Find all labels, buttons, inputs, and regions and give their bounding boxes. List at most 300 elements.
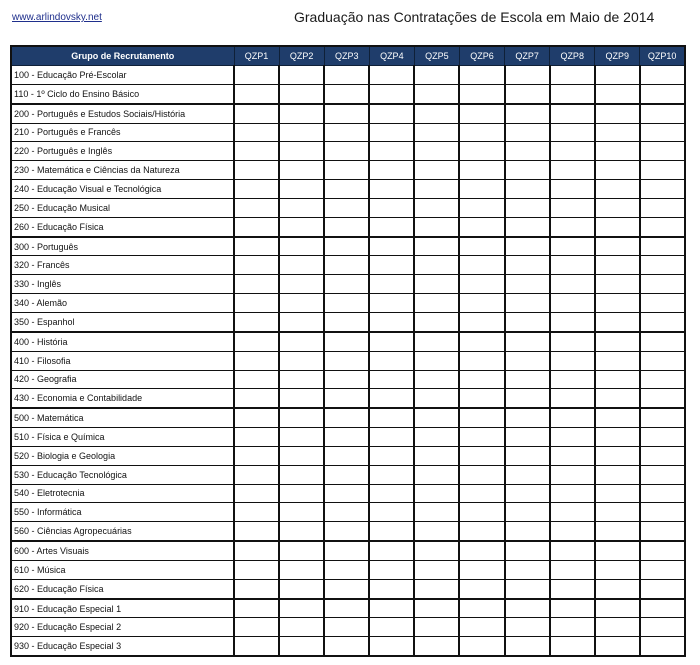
- table-row: [11, 503, 685, 522]
- value-cell: [414, 66, 459, 85]
- value-cell: [369, 428, 414, 447]
- value-cell: [324, 294, 369, 313]
- group-label: 530 - Educação Tecnológica: [11, 465, 234, 484]
- table-row: [11, 237, 685, 256]
- value-cell: [505, 579, 550, 598]
- value-cell: [505, 84, 550, 103]
- value-cell: [369, 142, 414, 161]
- group-label: 340 - Alemão: [11, 294, 234, 313]
- value-cell: [324, 465, 369, 484]
- value-cell: [414, 312, 459, 331]
- group-label: 260 - Educação Física: [11, 217, 234, 236]
- value-cell: [459, 217, 504, 236]
- value-cell: [505, 66, 550, 85]
- table-row: [11, 541, 685, 560]
- value-cell: [324, 84, 369, 103]
- value-cell: [459, 123, 504, 142]
- value-cell: [324, 579, 369, 598]
- value-cell: [234, 484, 279, 503]
- group-label: 930 - Educação Especial 3: [11, 637, 234, 656]
- value-cell: [550, 66, 595, 85]
- value-cell: [595, 637, 640, 656]
- group-label: 400 - História: [11, 332, 234, 351]
- value-cell: [640, 104, 685, 123]
- value-cell: [595, 237, 640, 256]
- group-label: 100 - Educação Pré-Escolar: [11, 66, 234, 85]
- value-cell: [595, 351, 640, 370]
- value-cell: [414, 618, 459, 637]
- value-cell: [234, 560, 279, 579]
- value-cell: [550, 237, 595, 256]
- value-cell: [234, 522, 279, 541]
- value-cell: [459, 446, 504, 465]
- value-cell: [459, 465, 504, 484]
- table-row: [11, 351, 685, 370]
- value-cell: [459, 351, 504, 370]
- value-cell: [640, 408, 685, 427]
- value-cell: [505, 275, 550, 294]
- value-cell: [459, 66, 504, 85]
- value-cell: [640, 484, 685, 503]
- value-cell: [324, 618, 369, 637]
- value-cell: [640, 142, 685, 161]
- value-cell: [550, 484, 595, 503]
- table-row: [11, 123, 685, 142]
- value-cell: [234, 161, 279, 180]
- value-cell: [505, 484, 550, 503]
- value-cell: [550, 579, 595, 598]
- table-row: [11, 465, 685, 484]
- value-cell: [234, 408, 279, 427]
- value-cell: [234, 142, 279, 161]
- value-cell: [324, 484, 369, 503]
- value-cell: [234, 217, 279, 236]
- value-cell: [414, 256, 459, 275]
- value-cell: [369, 541, 414, 560]
- value-cell: [414, 637, 459, 656]
- value-cell: [595, 312, 640, 331]
- value-cell: [369, 237, 414, 256]
- table-row: [11, 599, 685, 618]
- group-label: 200 - Português e Estudos Sociais/História: [11, 104, 234, 123]
- value-cell: [279, 370, 324, 389]
- value-cell: [279, 446, 324, 465]
- value-cell: [324, 312, 369, 331]
- value-cell: [640, 180, 685, 199]
- value-cell: [595, 332, 640, 351]
- value-cell: [505, 428, 550, 447]
- value-cell: [414, 180, 459, 199]
- group-label: 110 - 1º Ciclo do Ensino Básico: [11, 84, 234, 103]
- value-cell: [414, 408, 459, 427]
- value-cell: [640, 389, 685, 408]
- value-cell: [369, 618, 414, 637]
- value-cell: [369, 408, 414, 427]
- group-label: 350 - Espanhol: [11, 312, 234, 331]
- value-cell: [234, 123, 279, 142]
- value-cell: [550, 332, 595, 351]
- group-label: 620 - Educação Física: [11, 579, 234, 598]
- table-row: [11, 256, 685, 275]
- value-cell: [279, 198, 324, 217]
- value-cell: [459, 84, 504, 103]
- value-cell: [369, 198, 414, 217]
- column-header-qzp6: QZP6: [459, 46, 504, 66]
- value-cell: [505, 351, 550, 370]
- value-cell: [414, 560, 459, 579]
- value-cell: [459, 256, 504, 275]
- value-cell: [550, 503, 595, 522]
- value-cell: [234, 503, 279, 522]
- value-cell: [595, 484, 640, 503]
- value-cell: [640, 351, 685, 370]
- group-label: 510 - Física e Química: [11, 428, 234, 447]
- value-cell: [324, 217, 369, 236]
- value-cell: [234, 294, 279, 313]
- value-cell: [414, 484, 459, 503]
- value-cell: [324, 66, 369, 85]
- page-title: Graduação nas Contratações de Escola em Maio de 2014: [294, 9, 655, 25]
- value-cell: [369, 312, 414, 331]
- value-cell: [505, 522, 550, 541]
- value-cell: [324, 198, 369, 217]
- value-cell: [279, 217, 324, 236]
- table-row: [11, 560, 685, 579]
- value-cell: [279, 560, 324, 579]
- value-cell: [324, 123, 369, 142]
- value-cell: [369, 560, 414, 579]
- value-cell: [414, 217, 459, 236]
- value-cell: [459, 142, 504, 161]
- group-label: 410 - Filosofia: [11, 351, 234, 370]
- column-header-qzp4: QZP4: [369, 46, 414, 66]
- value-cell: [640, 256, 685, 275]
- value-cell: [324, 503, 369, 522]
- value-cell: [369, 180, 414, 199]
- group-label: 910 - Educação Especial 1: [11, 599, 234, 618]
- value-cell: [595, 256, 640, 275]
- value-cell: [369, 465, 414, 484]
- value-cell: [234, 465, 279, 484]
- table-row: [11, 142, 685, 161]
- value-cell: [505, 198, 550, 217]
- value-cell: [279, 237, 324, 256]
- value-cell: [234, 198, 279, 217]
- value-cell: [279, 503, 324, 522]
- value-cell: [279, 389, 324, 408]
- value-cell: [414, 599, 459, 618]
- value-cell: [369, 484, 414, 503]
- value-cell: [505, 446, 550, 465]
- value-cell: [550, 560, 595, 579]
- value-cell: [550, 599, 595, 618]
- value-cell: [505, 599, 550, 618]
- value-cell: [550, 618, 595, 637]
- value-cell: [640, 161, 685, 180]
- value-cell: [234, 428, 279, 447]
- value-cell: [505, 217, 550, 236]
- value-cell: [595, 275, 640, 294]
- table-header-row: [11, 46, 685, 66]
- value-cell: [640, 446, 685, 465]
- value-cell: [459, 275, 504, 294]
- value-cell: [369, 104, 414, 123]
- value-cell: [234, 275, 279, 294]
- value-cell: [505, 142, 550, 161]
- value-cell: [550, 370, 595, 389]
- value-cell: [550, 465, 595, 484]
- value-cell: [279, 312, 324, 331]
- group-label: 600 - Artes Visuais: [11, 541, 234, 560]
- value-cell: [414, 503, 459, 522]
- value-cell: [595, 618, 640, 637]
- table-row: [11, 618, 685, 637]
- value-cell: [234, 599, 279, 618]
- value-cell: [459, 522, 504, 541]
- value-cell: [550, 256, 595, 275]
- value-cell: [505, 123, 550, 142]
- group-label: 420 - Geografia: [11, 370, 234, 389]
- value-cell: [640, 66, 685, 85]
- value-cell: [324, 104, 369, 123]
- value-cell: [234, 389, 279, 408]
- value-cell: [640, 332, 685, 351]
- value-cell: [414, 104, 459, 123]
- value-cell: [505, 503, 550, 522]
- value-cell: [279, 484, 324, 503]
- table-row: [11, 217, 685, 236]
- value-cell: [459, 389, 504, 408]
- value-cell: [324, 351, 369, 370]
- value-cell: [459, 104, 504, 123]
- value-cell: [550, 446, 595, 465]
- value-cell: [234, 66, 279, 85]
- value-cell: [279, 579, 324, 598]
- value-cell: [324, 560, 369, 579]
- value-cell: [595, 161, 640, 180]
- column-header-qzp5: QZP5: [414, 46, 459, 66]
- column-header-qzp1: QZP1: [234, 46, 279, 66]
- value-cell: [505, 180, 550, 199]
- value-cell: [369, 256, 414, 275]
- value-cell: [550, 123, 595, 142]
- value-cell: [279, 428, 324, 447]
- group-label: 540 - Eletrotecnia: [11, 484, 234, 503]
- value-cell: [324, 541, 369, 560]
- value-cell: [414, 465, 459, 484]
- value-cell: [595, 599, 640, 618]
- value-cell: [279, 275, 324, 294]
- value-cell: [414, 275, 459, 294]
- value-cell: [459, 599, 504, 618]
- table-body: [11, 66, 685, 657]
- value-cell: [640, 198, 685, 217]
- group-label: 240 - Educação Visual e Tecnológica: [11, 180, 234, 199]
- value-cell: [640, 312, 685, 331]
- value-cell: [595, 389, 640, 408]
- value-cell: [459, 503, 504, 522]
- value-cell: [595, 123, 640, 142]
- table-row: [11, 428, 685, 447]
- value-cell: [369, 599, 414, 618]
- value-cell: [640, 84, 685, 103]
- value-cell: [595, 198, 640, 217]
- column-header-qzp2: QZP2: [279, 46, 324, 66]
- value-cell: [324, 256, 369, 275]
- value-cell: [505, 465, 550, 484]
- value-cell: [595, 294, 640, 313]
- value-cell: [550, 351, 595, 370]
- value-cell: [279, 161, 324, 180]
- value-cell: [324, 428, 369, 447]
- value-cell: [505, 637, 550, 656]
- value-cell: [550, 294, 595, 313]
- recruitment-table: [10, 45, 686, 657]
- value-cell: [595, 579, 640, 598]
- value-cell: [505, 104, 550, 123]
- value-cell: [279, 256, 324, 275]
- value-cell: [640, 560, 685, 579]
- value-cell: [279, 599, 324, 618]
- value-cell: [369, 294, 414, 313]
- value-cell: [369, 351, 414, 370]
- value-cell: [459, 560, 504, 579]
- value-cell: [505, 389, 550, 408]
- group-label: 230 - Matemática e Ciências da Natureza: [11, 161, 234, 180]
- value-cell: [234, 446, 279, 465]
- value-cell: [324, 237, 369, 256]
- table-row: [11, 180, 685, 199]
- value-cell: [414, 332, 459, 351]
- value-cell: [414, 237, 459, 256]
- group-label: 920 - Educação Especial 2: [11, 618, 234, 637]
- value-cell: [234, 180, 279, 199]
- group-label: 520 - Biologia e Geologia: [11, 446, 234, 465]
- value-cell: [550, 198, 595, 217]
- value-cell: [324, 389, 369, 408]
- value-cell: [459, 237, 504, 256]
- value-cell: [369, 123, 414, 142]
- table-row: [11, 66, 685, 85]
- value-cell: [279, 465, 324, 484]
- table-row: [11, 104, 685, 123]
- value-cell: [595, 408, 640, 427]
- table-row: [11, 294, 685, 313]
- value-cell: [234, 256, 279, 275]
- value-cell: [459, 484, 504, 503]
- value-cell: [640, 370, 685, 389]
- table-row: [11, 579, 685, 598]
- value-cell: [369, 161, 414, 180]
- value-cell: [595, 66, 640, 85]
- value-cell: [640, 599, 685, 618]
- table-row: [11, 312, 685, 331]
- value-cell: [414, 198, 459, 217]
- site-link[interactable]: www.arlindovsky.net: [12, 12, 102, 23]
- value-cell: [234, 312, 279, 331]
- value-cell: [550, 408, 595, 427]
- value-cell: [505, 618, 550, 637]
- value-cell: [279, 618, 324, 637]
- value-cell: [234, 237, 279, 256]
- value-cell: [369, 332, 414, 351]
- value-cell: [279, 351, 324, 370]
- value-cell: [279, 332, 324, 351]
- value-cell: [505, 256, 550, 275]
- value-cell: [459, 294, 504, 313]
- value-cell: [595, 465, 640, 484]
- table-row: [11, 198, 685, 217]
- column-header-qzp10: QZP10: [640, 46, 685, 66]
- value-cell: [550, 180, 595, 199]
- value-cell: [459, 161, 504, 180]
- value-cell: [324, 332, 369, 351]
- column-header-qzp3: QZP3: [324, 46, 369, 66]
- value-cell: [324, 446, 369, 465]
- table-row: [11, 446, 685, 465]
- value-cell: [279, 142, 324, 161]
- value-cell: [324, 275, 369, 294]
- value-cell: [550, 104, 595, 123]
- value-cell: [234, 84, 279, 103]
- value-cell: [640, 503, 685, 522]
- value-cell: [279, 637, 324, 656]
- group-label: 550 - Informática: [11, 503, 234, 522]
- value-cell: [369, 503, 414, 522]
- value-cell: [234, 541, 279, 560]
- value-cell: [279, 408, 324, 427]
- value-cell: [459, 312, 504, 331]
- value-cell: [414, 84, 459, 103]
- table-row: [11, 275, 685, 294]
- value-cell: [414, 446, 459, 465]
- value-cell: [279, 84, 324, 103]
- group-label: 320 - Francês: [11, 256, 234, 275]
- table-row: [11, 332, 685, 351]
- value-cell: [324, 370, 369, 389]
- group-label: 560 - Ciências Agropecuárias: [11, 522, 234, 541]
- value-cell: [550, 637, 595, 656]
- value-cell: [459, 408, 504, 427]
- value-cell: [505, 541, 550, 560]
- value-cell: [640, 237, 685, 256]
- value-cell: [324, 637, 369, 656]
- value-cell: [414, 142, 459, 161]
- value-cell: [414, 351, 459, 370]
- value-cell: [595, 560, 640, 579]
- value-cell: [324, 161, 369, 180]
- group-label: 500 - Matemática: [11, 408, 234, 427]
- value-cell: [414, 541, 459, 560]
- value-cell: [369, 637, 414, 656]
- column-header-group: Grupo de Recrutamento: [11, 46, 234, 66]
- value-cell: [459, 618, 504, 637]
- group-label: 220 - Português e Inglês: [11, 142, 234, 161]
- value-cell: [459, 579, 504, 598]
- value-cell: [459, 332, 504, 351]
- group-label: 430 - Economia e Contabilidade: [11, 389, 234, 408]
- value-cell: [279, 123, 324, 142]
- value-cell: [234, 637, 279, 656]
- value-cell: [234, 351, 279, 370]
- value-cell: [595, 370, 640, 389]
- value-cell: [369, 84, 414, 103]
- group-label: 210 - Português e Francês: [11, 123, 234, 142]
- value-cell: [505, 560, 550, 579]
- value-cell: [640, 217, 685, 236]
- value-cell: [459, 370, 504, 389]
- value-cell: [640, 541, 685, 560]
